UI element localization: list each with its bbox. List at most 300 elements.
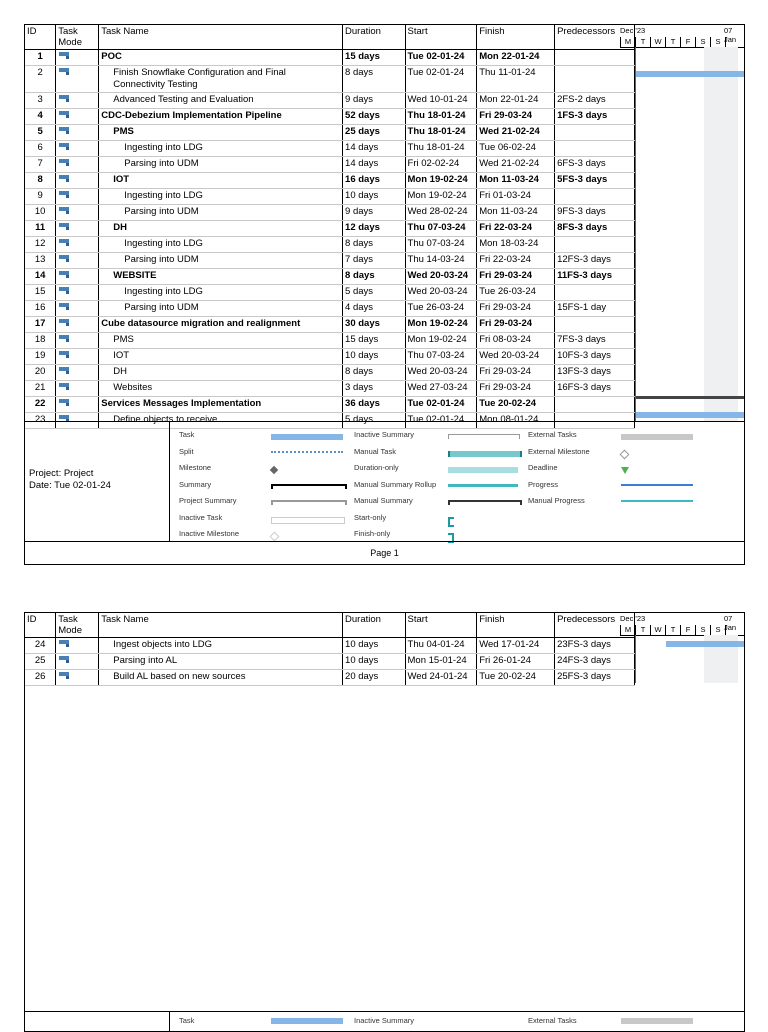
table-header: [25, 25, 635, 50]
task-id[interactable]: 10: [25, 205, 56, 221]
task-predecessors[interactable]: 9FS-3 days: [555, 205, 635, 221]
task-start[interactable]: Fri 02-02-24: [405, 157, 477, 173]
timescale-week-1: Dec '23: [620, 614, 646, 623]
task-name[interactable]: WEBSITE: [99, 269, 343, 285]
task-name[interactable]: Parsing into AL: [99, 654, 343, 670]
col-header-id[interactable]: ID: [25, 25, 56, 50]
col-header-duration[interactable]: Duration: [343, 25, 405, 50]
task-start[interactable]: Thu 07-03-24: [405, 237, 477, 253]
auto-schedule-icon: [58, 366, 71, 375]
timescale-day: T: [635, 625, 650, 635]
task-row[interactable]: [25, 349, 635, 365]
task-start[interactable]: Wed 10-01-24: [405, 93, 477, 109]
task-finish[interactable]: Fri 29-03-24: [477, 109, 555, 125]
legend-swatch: [621, 434, 693, 440]
task-name[interactable]: Ingest objects into LDG: [99, 638, 343, 654]
task-mode-icon[interactable]: [56, 365, 99, 381]
legend-label: Task: [179, 430, 195, 439]
task-start[interactable]: Tue 02-01-24: [405, 50, 477, 66]
task-table: [25, 613, 635, 686]
task-predecessors[interactable]: 25FS-3 days: [555, 670, 635, 686]
task-name[interactable]: POC: [99, 50, 343, 66]
project-info: [25, 1012, 170, 1032]
col-header-id[interactable]: ID: [25, 613, 56, 638]
task-mode-icon[interactable]: [56, 654, 99, 670]
legend-swatch: [448, 467, 518, 473]
gantt-bar-task-23[interactable]: [636, 412, 744, 418]
task-finish[interactable]: Fri 08-03-24: [477, 333, 555, 349]
task-duration[interactable]: 14 days: [343, 157, 405, 173]
legend-swatch: [271, 451, 343, 453]
task-mode-icon[interactable]: [56, 173, 99, 189]
task-row[interactable]: [25, 141, 635, 157]
task-duration[interactable]: 4 days: [343, 301, 405, 317]
project-info: [25, 422, 170, 541]
task-duration[interactable]: 16 days: [343, 173, 405, 189]
timescale-day: S: [710, 37, 725, 47]
gantt-chart: [620, 25, 744, 421]
task-duration[interactable]: 52 days: [343, 109, 405, 125]
task-start[interactable]: Tue 02-01-24: [405, 66, 477, 93]
task-row[interactable]: [25, 93, 635, 109]
task-duration[interactable]: 14 days: [343, 141, 405, 157]
task-finish[interactable]: Fri 22-03-24: [477, 253, 555, 269]
task-row[interactable]: [25, 109, 635, 125]
task-id[interactable]: 3: [25, 93, 56, 109]
task-name[interactable]: PMS: [99, 125, 343, 141]
task-predecessors[interactable]: 10FS-3 days: [555, 349, 635, 365]
timescale-day: M: [620, 625, 635, 635]
auto-schedule-icon: [58, 302, 71, 311]
gantt-page-1: [24, 24, 745, 565]
task-mode-icon[interactable]: [56, 381, 99, 397]
task-mode-icon[interactable]: [56, 301, 99, 317]
task-duration[interactable]: 9 days: [343, 205, 405, 221]
task-duration[interactable]: 36 days: [343, 397, 405, 413]
task-predecessors[interactable]: 24FS-3 days: [555, 654, 635, 670]
legend-label: Inactive Task: [179, 512, 223, 522]
col-header-name[interactable]: Task Name: [99, 25, 343, 50]
task-id[interactable]: 6: [25, 141, 56, 157]
task-duration[interactable]: 10 days: [343, 349, 405, 365]
task-duration[interactable]: 10 days: [343, 654, 405, 670]
task-finish[interactable]: Fri 29-03-24: [477, 365, 555, 381]
task-name[interactable]: Parsing into UDM: [99, 205, 343, 221]
legend-label: Milestone: [179, 463, 212, 472]
legend-swatch: [448, 500, 522, 505]
auto-schedule-icon: [58, 174, 71, 183]
task-name[interactable]: Websites: [99, 381, 343, 397]
task-duration[interactable]: 15 days: [343, 50, 405, 66]
task-finish[interactable]: Tue 06-02-24: [477, 141, 555, 157]
task-name[interactable]: Parsing into UDM: [99, 301, 343, 317]
task-id[interactable]: 17: [25, 317, 56, 333]
task-predecessors[interactable]: 2FS-2 days: [555, 93, 635, 109]
task-finish[interactable]: Fri 29-03-24: [477, 381, 555, 397]
task-name[interactable]: Define objects to receive: [99, 413, 343, 429]
timescale-day: S: [695, 37, 710, 47]
task-id[interactable]: 21: [25, 381, 56, 397]
task-mode-icon[interactable]: [56, 670, 99, 686]
task-mode-icon[interactable]: [56, 141, 99, 157]
task-finish[interactable]: Fri 22-03-24: [477, 221, 555, 237]
legend-label: Project Summary: [179, 496, 237, 505]
legend-label: External Tasks: [528, 430, 577, 439]
task-row[interactable]: [25, 253, 635, 269]
task-name[interactable]: Parsing into UDM: [99, 157, 343, 173]
task-row[interactable]: [25, 301, 635, 317]
task-predecessors[interactable]: 16FS-3 days: [555, 381, 635, 397]
task-predecessors[interactable]: 13FS-3 days: [555, 365, 635, 381]
auto-schedule-icon: [58, 350, 71, 359]
col-header-start[interactable]: Start: [405, 25, 477, 50]
task-predecessors[interactable]: 23FS-3 days: [555, 638, 635, 654]
task-finish[interactable]: Mon 22-01-24: [477, 93, 555, 109]
auto-schedule-icon: [58, 51, 71, 60]
task-duration[interactable]: 10 days: [343, 189, 405, 205]
gantt-chart: [620, 613, 744, 685]
task-finish[interactable]: Tue 20-02-24: [477, 397, 555, 413]
task-row[interactable]: [25, 365, 635, 381]
task-row[interactable]: [25, 237, 635, 253]
task-finish[interactable]: Wed 21-02-24: [477, 157, 555, 173]
task-predecessors[interactable]: 11FS-3 days: [555, 269, 635, 285]
task-mode-icon[interactable]: [56, 285, 99, 301]
task-row[interactable]: [25, 205, 635, 221]
task-finish[interactable]: Fri 29-03-24: [477, 269, 555, 285]
task-duration[interactable]: 9 days: [343, 93, 405, 109]
task-mode-icon[interactable]: [56, 397, 99, 413]
task-finish[interactable]: Thu 11-01-24: [477, 66, 555, 93]
legend-swatch: [448, 434, 520, 439]
task-start[interactable]: Thu 07-03-24: [405, 221, 477, 237]
task-id[interactable]: 4: [25, 109, 56, 125]
auto-schedule-icon: [58, 94, 71, 103]
table-header: [25, 613, 635, 638]
task-id[interactable]: 16: [25, 301, 56, 317]
task-start[interactable]: Wed 20-03-24: [405, 285, 477, 301]
task-id[interactable]: 2: [25, 66, 56, 93]
task-row[interactable]: [25, 189, 635, 205]
task-id[interactable]: 25: [25, 654, 56, 670]
task-start[interactable]: Tue 26-03-24: [405, 301, 477, 317]
task-mode-icon[interactable]: [56, 93, 99, 109]
task-name[interactable]: Ingesting into LDG: [99, 141, 343, 157]
task-mode-icon[interactable]: [56, 253, 99, 269]
task-finish[interactable]: Mon 11-03-24: [477, 205, 555, 221]
task-name[interactable]: Cube datasource migration and realignment: [99, 317, 343, 333]
project-name: Project: Project: [29, 468, 94, 479]
legend-swatch: [271, 434, 343, 440]
task-start[interactable]: Mon 15-01-24: [405, 654, 477, 670]
legend-external-tasks-swatch: [621, 1018, 693, 1024]
task-id[interactable]: 23: [25, 413, 56, 429]
task-mode-icon[interactable]: [56, 157, 99, 173]
legend-label: Manual Task: [354, 446, 396, 456]
task-duration[interactable]: 12 days: [343, 221, 405, 237]
task-name[interactable]: PMS: [99, 333, 343, 349]
timescale-day: S: [695, 625, 710, 635]
task-duration[interactable]: 15 days: [343, 333, 405, 349]
legend-swatch: [271, 484, 347, 489]
task-predecessors[interactable]: 6FS-3 days: [555, 157, 635, 173]
col-header-start[interactable]: Start: [405, 613, 477, 638]
timescale-day: T: [635, 37, 650, 47]
task-table: [25, 25, 635, 429]
auto-schedule-icon: [58, 254, 71, 263]
timescale-day: [725, 37, 740, 47]
auto-schedule-icon: [58, 671, 71, 680]
task-row[interactable]: [25, 269, 635, 285]
col-header-mode[interactable]: Task Mode: [56, 613, 99, 638]
timescale-day: W: [650, 37, 665, 47]
legend-label: Manual Progress: [528, 496, 585, 505]
timescale-days: [620, 625, 744, 635]
task-id[interactable]: 26: [25, 670, 56, 686]
gantt-summary-task-22[interactable]: [636, 396, 744, 399]
task-finish[interactable]: Fri 29-03-24: [477, 317, 555, 333]
timescale-day: S: [710, 625, 725, 635]
task-mode-icon[interactable]: [56, 638, 99, 654]
timescale-header: [620, 613, 744, 636]
gantt-bar-task-2[interactable]: [636, 71, 744, 77]
timescale-day: M: [620, 37, 635, 47]
auto-schedule-icon: [58, 190, 71, 199]
task-start[interactable]: Tue 02-01-24: [405, 397, 477, 413]
task-name[interactable]: Advanced Testing and Evaluation: [99, 93, 343, 109]
task-mode-icon[interactable]: [56, 269, 99, 285]
task-name[interactable]: DH: [99, 221, 343, 237]
task-finish[interactable]: Mon 08-01-24: [477, 413, 555, 429]
task-id[interactable]: 14: [25, 269, 56, 285]
timescale-days: [620, 37, 744, 47]
task-mode-icon[interactable]: [56, 66, 99, 93]
task-finish[interactable]: Wed 21-02-24: [477, 125, 555, 141]
gantt-bar-task-24[interactable]: [666, 641, 744, 647]
task-name[interactable]: Finish Snowflake Configuration and Final Connectivity Testing: [99, 66, 343, 93]
task-id[interactable]: 18: [25, 333, 56, 349]
task-id[interactable]: 24: [25, 638, 56, 654]
task-row[interactable]: [25, 285, 635, 301]
legend-label: Summary: [179, 479, 212, 489]
task-name[interactable]: Build AL based on new sources: [99, 670, 343, 686]
col-header-predecessors[interactable]: Predecessors: [555, 25, 635, 50]
auto-schedule-icon: [58, 398, 71, 407]
timescale-week-2: 07 Jan: [724, 26, 737, 44]
legend-task-swatch: [271, 1018, 343, 1024]
auto-schedule-icon: [58, 158, 71, 167]
task-name[interactable]: Parsing into UDM: [99, 253, 343, 269]
task-row[interactable]: [25, 397, 635, 413]
col-header-name[interactable]: Task Name: [99, 613, 343, 638]
timescale-day: [725, 625, 740, 635]
task-predecessors[interactable]: 7FS-3 days: [555, 333, 635, 349]
task-mode-icon[interactable]: [56, 237, 99, 253]
task-finish[interactable]: Mon 18-03-24: [477, 237, 555, 253]
task-predecessors[interactable]: 15FS-1 day: [555, 301, 635, 317]
task-row[interactable]: [25, 654, 635, 670]
legend-swatch: [271, 517, 345, 524]
task-row[interactable]: [25, 125, 635, 141]
col-header-duration[interactable]: Duration: [343, 613, 405, 638]
task-mode-icon[interactable]: [56, 109, 99, 125]
task-duration[interactable]: 8 days: [343, 269, 405, 285]
task-name[interactable]: Ingesting into LDG: [99, 237, 343, 253]
task-row[interactable]: [25, 381, 635, 397]
legend: [25, 1011, 744, 1032]
task-row[interactable]: [25, 157, 635, 173]
task-start[interactable]: Wed 24-01-24: [405, 670, 477, 686]
task-finish[interactable]: Fri 29-03-24: [477, 301, 555, 317]
auto-schedule-icon: [58, 67, 71, 76]
auto-schedule-icon: [58, 126, 71, 135]
task-start[interactable]: Thu 04-01-24: [405, 638, 477, 654]
task-id[interactable]: 5: [25, 125, 56, 141]
timescale-week-1: Dec '23: [620, 26, 646, 35]
task-row[interactable]: [25, 638, 635, 654]
col-header-mode[interactable]: Task Mode: [56, 25, 99, 50]
task-start[interactable]: Thu 18-01-24: [405, 141, 477, 157]
task-start[interactable]: Mon 19-02-24: [405, 189, 477, 205]
task-duration[interactable]: 20 days: [343, 670, 405, 686]
task-id[interactable]: 20: [25, 365, 56, 381]
task-finish[interactable]: Mon 11-03-24: [477, 173, 555, 189]
task-start[interactable]: Wed 27-03-24: [405, 381, 477, 397]
task-duration[interactable]: 3 days: [343, 381, 405, 397]
timescale-day: F: [680, 37, 695, 47]
task-mode-icon[interactable]: [56, 221, 99, 237]
task-mode-icon[interactable]: [56, 349, 99, 365]
task-duration[interactable]: 7 days: [343, 253, 405, 269]
task-row[interactable]: [25, 670, 635, 686]
task-row[interactable]: [25, 173, 635, 189]
task-finish[interactable]: Mon 22-01-24: [477, 50, 555, 66]
task-row[interactable]: [25, 66, 635, 93]
task-mode-icon[interactable]: [56, 317, 99, 333]
task-id[interactable]: 7: [25, 157, 56, 173]
auto-schedule-icon: [58, 382, 71, 391]
task-start[interactable]: Tue 02-01-24: [405, 413, 477, 429]
timescale-day: T: [665, 37, 680, 47]
task-finish[interactable]: Tue 20-02-24: [477, 670, 555, 686]
task-start[interactable]: Thu 14-03-24: [405, 253, 477, 269]
legend-label: Manual Summary Rollup: [354, 479, 437, 489]
col-header-finish[interactable]: Finish: [477, 25, 555, 50]
task-name[interactable]: IOT: [99, 349, 343, 365]
gantt-page-2: [24, 612, 745, 1032]
task-start[interactable]: Mon 19-02-24: [405, 333, 477, 349]
task-finish[interactable]: Fri 01-03-24: [477, 189, 555, 205]
task-name[interactable]: CDC-Debezium Implementation Pipeline: [99, 109, 343, 125]
task-finish[interactable]: Wed 17-01-24: [477, 638, 555, 654]
task-id[interactable]: 8: [25, 173, 56, 189]
task-start[interactable]: Wed 20-03-24: [405, 365, 477, 381]
task-name[interactable]: IOT: [99, 173, 343, 189]
task-mode-icon[interactable]: [56, 50, 99, 66]
timescale-day: F: [680, 625, 695, 635]
legend-label: Deadline: [528, 463, 558, 472]
legend-label: Inactive Summary: [354, 430, 415, 439]
task-duration[interactable]: 8 days: [343, 365, 405, 381]
auto-schedule-icon: [58, 655, 71, 664]
legend-swatch: [621, 484, 693, 486]
legend-label: External Milestone: [528, 446, 590, 456]
task-name[interactable]: Ingesting into LDG: [99, 189, 343, 205]
task-name[interactable]: DH: [99, 365, 343, 381]
task-mode-icon[interactable]: [56, 205, 99, 221]
legend-label: Inactive Milestone: [179, 529, 240, 538]
task-name[interactable]: Ingesting into LDG: [99, 285, 343, 301]
auto-schedule-icon: [58, 318, 71, 327]
task-mode-icon[interactable]: [56, 333, 99, 349]
task-name[interactable]: Services Messages Implementation: [99, 397, 343, 413]
legend-label: Finish-only: [354, 529, 391, 538]
auto-schedule-icon: [58, 206, 71, 215]
task-id[interactable]: 22: [25, 397, 56, 413]
task-start[interactable]: Wed 20-03-24: [405, 269, 477, 285]
task-id[interactable]: 13: [25, 253, 56, 269]
task-start[interactable]: Mon 19-02-24: [405, 317, 477, 333]
task-duration[interactable]: 10 days: [343, 638, 405, 654]
task-duration[interactable]: 5 days: [343, 413, 405, 429]
task-id[interactable]: 12: [25, 237, 56, 253]
task-id[interactable]: 1: [25, 50, 56, 66]
task-predecessors[interactable]: 1FS-3 days: [555, 109, 635, 125]
col-header-finish[interactable]: Finish: [477, 613, 555, 638]
task-start[interactable]: Mon 19-02-24: [405, 173, 477, 189]
legend-external-tasks-label: External Tasks: [528, 1016, 577, 1025]
task-row[interactable]: [25, 50, 635, 66]
legend-label: Progress: [528, 479, 559, 489]
task-finish[interactable]: Fri 26-01-24: [477, 654, 555, 670]
task-start[interactable]: Thu 07-03-24: [405, 349, 477, 365]
auto-schedule-icon: [58, 334, 71, 343]
task-finish[interactable]: Tue 26-03-24: [477, 285, 555, 301]
task-duration[interactable]: 25 days: [343, 125, 405, 141]
task-mode-icon[interactable]: [56, 125, 99, 141]
task-start[interactable]: Wed 28-02-24: [405, 205, 477, 221]
legend-label: Split: [179, 446, 194, 456]
legend-swatch: [448, 451, 522, 457]
task-predecessors[interactable]: 12FS-3 days: [555, 253, 635, 269]
task-row[interactable]: [25, 333, 635, 349]
task-id[interactable]: 11: [25, 221, 56, 237]
task-id[interactable]: 19: [25, 349, 56, 365]
col-header-predecessors[interactable]: Predecessors: [555, 613, 635, 638]
weekend-shading: [704, 47, 738, 421]
task-mode-icon[interactable]: [56, 189, 99, 205]
project-date: Date: Tue 02-01-24: [29, 480, 111, 491]
task-id[interactable]: 9: [25, 189, 56, 205]
auto-schedule-icon: [58, 286, 71, 295]
task-predecessors[interactable]: 8FS-3 days: [555, 221, 635, 237]
task-predecessors[interactable]: 5FS-3 days: [555, 173, 635, 189]
legend-inactive-summary-label: Inactive Summary: [354, 1016, 415, 1025]
task-duration[interactable]: 8 days: [343, 237, 405, 253]
task-duration[interactable]: 5 days: [343, 285, 405, 301]
legend-swatch: [270, 532, 280, 542]
task-finish[interactable]: Wed 20-03-24: [477, 349, 555, 365]
task-row[interactable]: [25, 317, 635, 333]
legend-swatch: [448, 484, 518, 487]
task-row[interactable]: [25, 221, 635, 237]
task-duration[interactable]: 30 days: [343, 317, 405, 333]
task-duration[interactable]: 8 days: [343, 66, 405, 93]
task-id[interactable]: 15: [25, 285, 56, 301]
task-start[interactable]: Thu 18-01-24: [405, 125, 477, 141]
legend-label: Duration-only: [354, 463, 399, 472]
task-start[interactable]: Thu 18-01-24: [405, 109, 477, 125]
